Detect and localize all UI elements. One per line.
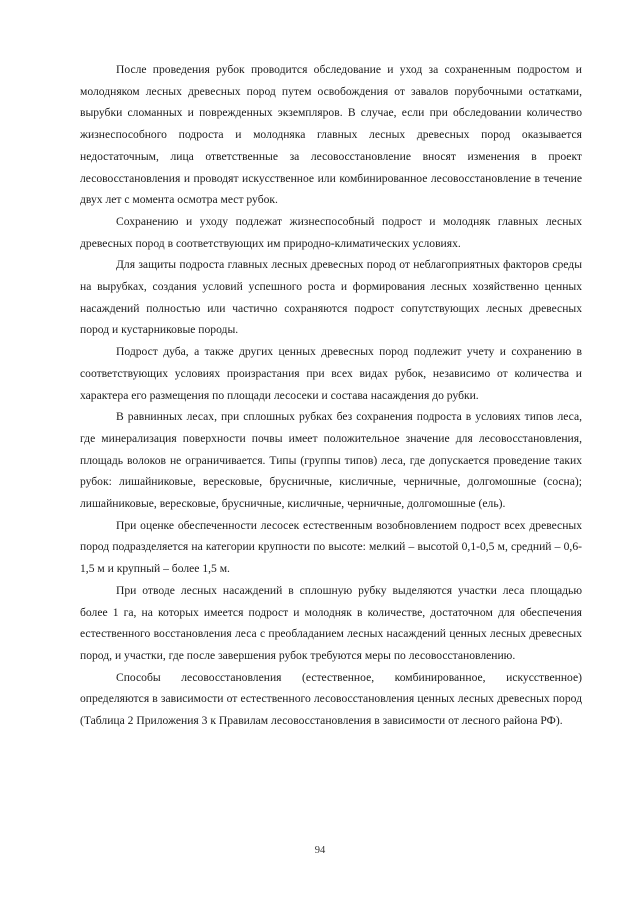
page-number: 94	[314, 845, 326, 856]
paragraph-reforestation-methods: Способы лесовосстановления (естественное, комбинированное, искусственное) определяются в зависимости от естественного лесовосстановления ценных лесных древесных пород (Таблица 2 Приложения 3 к Правилам лесовосстановления в зависимости от лесного района РФ).	[80, 670, 582, 728]
paragraph-plain-forests: В равнинных лесах, при сплошных рубках без сохранения подроста в условиях типов леса, где минерализация поверхности почвы имеет положительное значение для лесовосстановления, площадь волоков не ограничивается. Типы (группы типов) леса, где допускается проведение таких рубок: лишайниковые, вересковые, брусничные, кисличные, черничные, долгомошные (сосна); лишайниковые, вересковые, брусничные, кисличные, черничные, долгомошные (ель).	[80, 410, 582, 511]
paragraph-preservation-scope: Сохранению и уходу подлежат жизнеспособный подрост и молодняк главных лесных древесных пород в соответствующих им природно-климатических условиях.	[80, 214, 582, 250]
paragraph-post-felling-survey: После проведения рубок проводится обследование и уход за сохраненным подростом и молодняком лесных древесных пород путем освобождения от завалов порубочными остатками, вырубки сломанных и поврежденных экземпляров. В случае, если при обследовании количество жизнеспособного подроста и молодняка главных лесных древесных пород оказывается недостаточным, лица ответственные за лесовосстановление вносят изменения в проект лесовосстановления и проводят искусственное или комбинированное лесовосстановление в течение двух лет с момента осмотра мест рубок.	[80, 63, 582, 207]
paragraph-undergrowth-protection: Для защиты подроста главных лесных древесных пород от неблагоприятных факторов среды на вырубках, создания условий успешного роста и формирования лесных хозяйственно ценных насаждений полностью или частично сохраняются подрост сопутствующих лесных древесных пород и кустарниковые породы.	[80, 258, 582, 337]
paragraph-size-categories: При оценке обеспеченности лесосек естественным возобновлением подрост всех древесных пород подразделяется на категории крупности по высоте: мелкий – высотой 0,1-0,5 м, средний – 0,6-1,5 м и крупный – более 1,5 м.	[80, 518, 582, 576]
paragraph-site-allocation: При отводе лесных насаждений в сплошную рубку выделяются участки леса площадью более 1 га, на которых имеется подрост и молодняк в количестве, достаточном для обеспечения естественного восстановления леса с преобладанием лесных насаждений ценных лесных древесных пород, и участки, где после завершения рубок требуются меры по лесовосстановлению.	[80, 583, 582, 662]
paragraph-oak-undergrowth: Подрост дуба, а также других ценных древесных пород подлежит учету и сохранению в соответствующих условиях произрастания при всех видах рубок, независимо от количества и характера его размещения по площади лесосеки и состава насаждения до рубки.	[80, 345, 582, 402]
body-text	[80, 59, 582, 732]
